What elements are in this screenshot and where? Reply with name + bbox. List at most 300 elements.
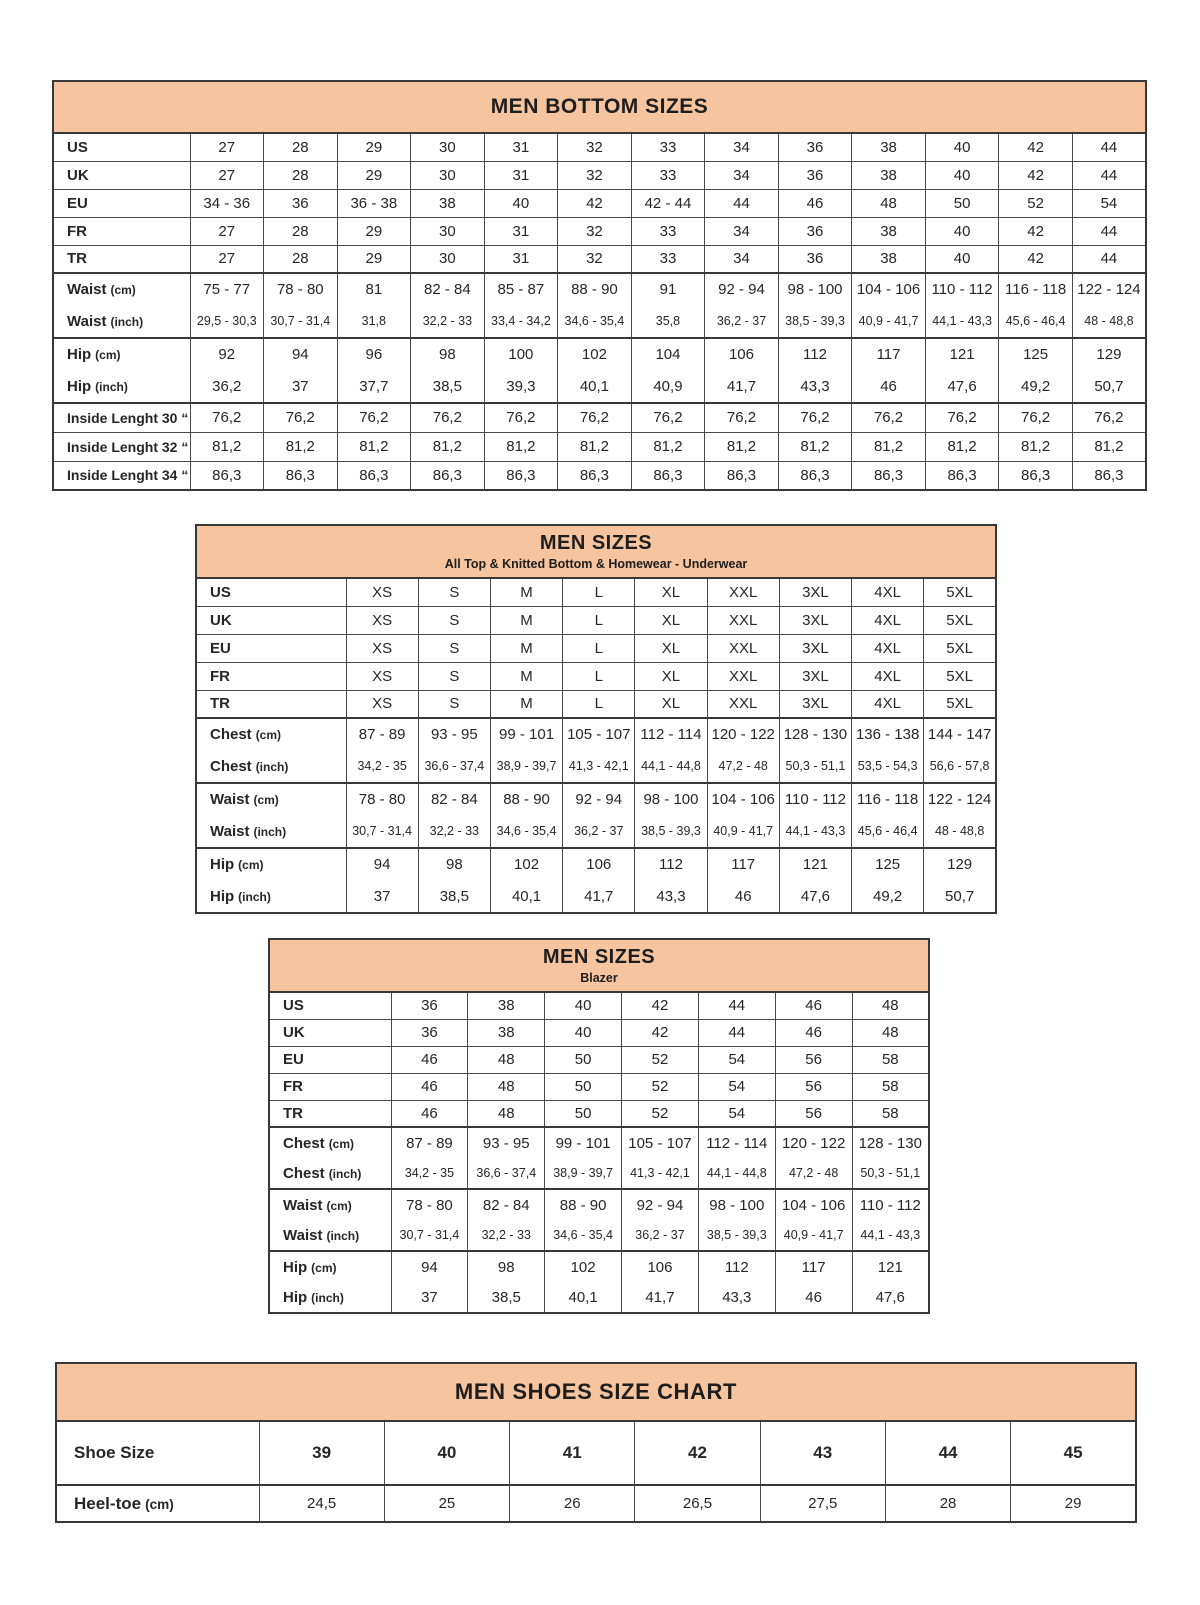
table-cell: 36: [391, 992, 468, 1019]
row-label: [269, 1046, 391, 1073]
row-label: [196, 783, 346, 815]
table-cell: 45,6 - 46,4: [852, 815, 924, 848]
table-row-eu: [269, 1046, 929, 1073]
row-label: [53, 370, 190, 403]
table-cell: 40: [925, 217, 999, 245]
row-label-text: EU: [67, 194, 88, 212]
table-cell: 98 - 100: [698, 1189, 775, 1220]
table-cell: 128 - 130: [852, 1127, 929, 1158]
row-label-text: UK: [67, 166, 89, 184]
table-cell: 41: [510, 1421, 635, 1485]
table-row-us: [196, 578, 996, 606]
row-label-text: Hip: [283, 1288, 308, 1306]
row-label-unit: (cm): [110, 283, 136, 297]
table-cell: 43,3: [635, 880, 707, 913]
table-cell: 38: [852, 133, 926, 161]
table-cell: 34: [705, 133, 779, 161]
table-cell: L: [563, 634, 635, 662]
men-shoes-size-chart-table: [55, 1362, 1137, 1523]
table-cell: 5XL: [924, 690, 996, 718]
table-cell: 86,3: [558, 461, 632, 490]
table-cell: S: [418, 606, 490, 634]
table-title: MEN SHOES SIZE CHART: [454, 1379, 738, 1405]
table-cell: 116 - 118: [852, 783, 924, 815]
row-label: [196, 718, 346, 750]
table-row-waist-cm: [196, 783, 996, 815]
table-cell: 81,2: [337, 432, 411, 461]
table-row-fr: [53, 217, 1146, 245]
table-cell: XS: [346, 634, 418, 662]
table-cell: 42: [999, 161, 1073, 189]
row-label: [196, 880, 346, 913]
table-cell: 81,2: [411, 432, 485, 461]
table-cell: M: [490, 690, 562, 718]
table-cell: 76,2: [264, 403, 338, 432]
table-cell: 99 - 101: [490, 718, 562, 750]
table-cell: 81: [337, 273, 411, 305]
row-label-text: Waist: [283, 1226, 323, 1244]
row-label-text: Chest: [210, 726, 252, 743]
table-cell: 104: [631, 338, 705, 370]
table-cell: 47,2 - 48: [775, 1158, 852, 1189]
table-cell: 46: [391, 1100, 468, 1127]
table-cell: 121: [852, 1251, 929, 1282]
table-cell: 38,9 - 39,7: [545, 1158, 622, 1189]
table-cell: 28: [264, 217, 338, 245]
table-row-chest-inch: [269, 1158, 929, 1189]
table-cell: 42: [558, 189, 632, 217]
table-cell: XXL: [707, 578, 779, 606]
table-cell: 44,1 - 43,3: [779, 815, 851, 848]
table-cell: 40: [925, 161, 999, 189]
table-cell: 78 - 80: [346, 783, 418, 815]
table-cell: 28: [264, 161, 338, 189]
men-shoes-size-chart-section: [55, 1362, 1137, 1523]
row-label: [53, 403, 190, 432]
row-label: [53, 338, 190, 370]
row-label-text: US: [283, 997, 304, 1015]
table-cell: 50,3 - 51,1: [852, 1158, 929, 1189]
table-cell: 3XL: [779, 606, 851, 634]
table-cell: 86,3: [411, 461, 485, 490]
row-label: [269, 1282, 391, 1313]
table-cell: 48: [852, 189, 926, 217]
row-label: [53, 161, 190, 189]
table-cell: 4XL: [852, 690, 924, 718]
table-cell: 56: [775, 1073, 852, 1100]
table-cell: 40,9: [631, 370, 705, 403]
table-cell: 102: [558, 338, 632, 370]
row-label: [196, 815, 346, 848]
table-cell: 98 - 100: [778, 273, 852, 305]
table-cell: 3XL: [779, 578, 851, 606]
table-row-heel-toe-cm: [56, 1485, 1136, 1522]
table-row-us: [269, 992, 929, 1019]
table-cell: 27: [190, 217, 264, 245]
table-cell: 86,3: [264, 461, 338, 490]
table-cell: M: [490, 634, 562, 662]
table-cell: 120 - 122: [707, 718, 779, 750]
table-row-waist-inch: [196, 815, 996, 848]
table-cell: 117: [707, 848, 779, 880]
table-cell: 86,3: [705, 461, 779, 490]
table-cell: 81,2: [264, 432, 338, 461]
table-row-inside-lenght-30: [53, 403, 1146, 432]
table-cell: 29,5 - 30,3: [190, 305, 264, 338]
row-label-unit: (cm): [145, 1496, 174, 1512]
table-cell: 82 - 84: [411, 273, 485, 305]
table-cell: 33: [631, 217, 705, 245]
table-cell: XXL: [707, 634, 779, 662]
table-row-tr: [53, 245, 1146, 273]
table-cell: 40: [545, 992, 622, 1019]
table-cell: L: [563, 690, 635, 718]
table-cell: 49,2: [852, 880, 924, 913]
men-sizes-tops-table: [195, 524, 997, 914]
table-cell: 42: [635, 1421, 760, 1485]
table-row-hip-cm: [269, 1251, 929, 1282]
row-label-text: EU: [283, 1051, 304, 1068]
row-label-text: FR: [67, 222, 87, 240]
table-cell: 4XL: [852, 578, 924, 606]
row-label-text: US: [210, 583, 231, 601]
table-cell: 24,5: [259, 1485, 384, 1522]
table-cell: 28: [264, 133, 338, 161]
table-cell: 78 - 80: [264, 273, 338, 305]
table-cell: 41,7: [622, 1282, 699, 1313]
table-cell: 36,2: [190, 370, 264, 403]
table-cell: 37: [264, 370, 338, 403]
table-cell: 38: [411, 189, 485, 217]
table-cell: 76,2: [190, 403, 264, 432]
table-cell: 58: [852, 1046, 929, 1073]
table-cell: 86,3: [778, 461, 852, 490]
table-cell: 34: [705, 245, 779, 273]
row-label-text: Heel-toe: [74, 1493, 142, 1513]
table-cell: 112: [778, 338, 852, 370]
table-cell: 36: [264, 189, 338, 217]
table-cell: 40: [925, 245, 999, 273]
table-cell: 129: [924, 848, 996, 880]
table-cell: 58: [852, 1100, 929, 1127]
table-cell: 76,2: [999, 403, 1073, 432]
table-cell: M: [490, 662, 562, 690]
table-cell: 40,9 - 41,7: [707, 815, 779, 848]
table-cell: 50,3 - 51,1: [779, 750, 851, 783]
table-row-tr: [269, 1100, 929, 1127]
table-cell: 56: [775, 1046, 852, 1073]
table-cell: 50: [545, 1046, 622, 1073]
table-cell: 50: [545, 1073, 622, 1100]
table-cell: 76,2: [778, 403, 852, 432]
table-cell: 42: [622, 992, 699, 1019]
men-sizes-tops-section: [195, 524, 997, 914]
table-cell: 44: [698, 992, 775, 1019]
table-cell: 38,5: [411, 370, 485, 403]
table-cell: 45: [1011, 1421, 1136, 1485]
table-cell: 81,2: [190, 432, 264, 461]
table-cell: XS: [346, 690, 418, 718]
row-label-text: Hip: [67, 346, 92, 363]
row-label-text: EU: [210, 639, 231, 657]
table-cell: 26: [510, 1485, 635, 1522]
table-cell: XS: [346, 606, 418, 634]
table-cell: 32: [558, 217, 632, 245]
table-cell: 46: [775, 1282, 852, 1313]
table-cell: 86,3: [631, 461, 705, 490]
table-cell: 54: [698, 1046, 775, 1073]
table-cell: 106: [622, 1251, 699, 1282]
table-cell: 82 - 84: [468, 1189, 545, 1220]
table-cell: 76,2: [411, 403, 485, 432]
table-cell: 47,6: [852, 1282, 929, 1313]
table-row-waist-cm: [269, 1189, 929, 1220]
table-cell: 92 - 94: [563, 783, 635, 815]
table-row-fr: [196, 662, 996, 690]
table-cell: 38,9 - 39,7: [490, 750, 562, 783]
table-cell: 81,2: [778, 432, 852, 461]
table-cell: 86,3: [484, 461, 558, 490]
table-cell: 100: [484, 338, 558, 370]
table-row-eu: [196, 634, 996, 662]
table-cell: 56: [775, 1100, 852, 1127]
row-label: [53, 133, 190, 161]
table-cell: 27: [190, 133, 264, 161]
table-cell: M: [490, 578, 562, 606]
row-label-text: UK: [210, 611, 232, 629]
table-cell: 93 - 95: [418, 718, 490, 750]
table-cell: 32: [558, 161, 632, 189]
row-label: [269, 1189, 391, 1220]
table-cell: 44: [1072, 133, 1146, 161]
table-cell: XXL: [707, 606, 779, 634]
table-cell: 122 - 124: [1072, 273, 1146, 305]
table-cell: 33,4 - 34,2: [484, 305, 558, 338]
table-cell: 102: [545, 1251, 622, 1282]
table-cell: 44: [705, 189, 779, 217]
table-cell: 91: [631, 273, 705, 305]
table-cell: 44: [698, 1019, 775, 1046]
table-row-uk: [269, 1019, 929, 1046]
table-cell: 121: [779, 848, 851, 880]
table-cell: 45,6 - 46,4: [999, 305, 1073, 338]
table-cell: 86,3: [1072, 461, 1146, 490]
table-cell: 34 - 36: [190, 189, 264, 217]
table-cell: 40,1: [545, 1282, 622, 1313]
men-shoes-size-chart-header: [56, 1363, 1136, 1421]
table-cell: 33: [631, 245, 705, 273]
men-sizes-tops-header: [196, 525, 996, 578]
table-cell: 46: [775, 992, 852, 1019]
table-cell: 40,9 - 41,7: [775, 1220, 852, 1251]
table-cell: 43,3: [778, 370, 852, 403]
table-row-tr: [196, 690, 996, 718]
table-cell: S: [418, 662, 490, 690]
table-cell: M: [490, 606, 562, 634]
table-cell: 76,2: [631, 403, 705, 432]
row-label: [269, 1073, 391, 1100]
row-label: [53, 273, 190, 305]
table-cell: XL: [635, 690, 707, 718]
table-cell: 30: [411, 161, 485, 189]
row-label: [196, 634, 346, 662]
men-bottom-sizes-table: [52, 80, 1147, 491]
table-cell: 34,2 - 35: [346, 750, 418, 783]
row-label: [53, 245, 190, 273]
table-cell: 125: [999, 338, 1073, 370]
table-cell: 81,2: [631, 432, 705, 461]
table-row-uk: [196, 606, 996, 634]
table-cell: 30: [411, 133, 485, 161]
table-cell: 105 - 107: [563, 718, 635, 750]
table-cell: 112: [635, 848, 707, 880]
row-label-text: Hip: [210, 887, 235, 905]
table-cell: 76,2: [852, 403, 926, 432]
table-cell: 37: [346, 880, 418, 913]
table-cell: 40,1: [490, 880, 562, 913]
men-bottom-sizes-header: [53, 81, 1146, 133]
table-cell: 39,3: [484, 370, 558, 403]
table-cell: 34: [705, 217, 779, 245]
table-cell: 85 - 87: [484, 273, 558, 305]
table-row-chest-cm: [269, 1127, 929, 1158]
table-cell: 129: [1072, 338, 1146, 370]
table-cell: 25: [384, 1485, 509, 1522]
table-cell: XXL: [707, 690, 779, 718]
table-cell: 42: [999, 217, 1073, 245]
table-cell: 104 - 106: [707, 783, 779, 815]
table-cell: 81,2: [999, 432, 1073, 461]
table-cell: 50,7: [924, 880, 996, 913]
table-cell: 36,2 - 37: [563, 815, 635, 848]
table-cell: 75 - 77: [190, 273, 264, 305]
table-cell: 36: [391, 1019, 468, 1046]
table-cell: 117: [852, 338, 926, 370]
table-cell: L: [563, 662, 635, 690]
row-label-text: Shoe Size: [74, 1443, 155, 1462]
row-label-unit: (cm): [253, 793, 279, 807]
table-cell: 3XL: [779, 634, 851, 662]
table-cell: 34,6 - 35,4: [558, 305, 632, 338]
row-label-unit: (inch): [238, 889, 271, 904]
row-label: [196, 662, 346, 690]
table-cell: 44: [1072, 217, 1146, 245]
row-label-text: UK: [283, 1024, 305, 1041]
table-cell: 42: [999, 245, 1073, 273]
table-row-waist-cm: [53, 273, 1146, 305]
table-cell: 30,7 - 31,4: [391, 1220, 468, 1251]
table-cell: 27,5: [760, 1485, 885, 1522]
row-label-text: Inside Lenght 34 “: [67, 467, 189, 484]
table-cell: 5XL: [924, 634, 996, 662]
table-cell: 5XL: [924, 578, 996, 606]
table-cell: L: [563, 606, 635, 634]
table-cell: 94: [264, 338, 338, 370]
table-row-inside-lenght-32: [53, 432, 1146, 461]
table-cell: 86,3: [852, 461, 926, 490]
table-cell: 41,3 - 42,1: [622, 1158, 699, 1189]
table-cell: 86,3: [337, 461, 411, 490]
table-cell: 81,2: [1072, 432, 1146, 461]
table-cell: 76,2: [484, 403, 558, 432]
row-label: [269, 1100, 391, 1127]
table-cell: 43,3: [698, 1282, 775, 1313]
table-cell: 48: [852, 1019, 929, 1046]
table-cell: 52: [622, 1046, 699, 1073]
table-cell: 81,2: [484, 432, 558, 461]
row-label-text: Waist: [210, 791, 250, 808]
table-cell: XL: [635, 634, 707, 662]
table-cell: 31,8: [337, 305, 411, 338]
table-cell: 32,2 - 33: [411, 305, 485, 338]
table-cell: 3XL: [779, 690, 851, 718]
table-row-waist-inch: [269, 1220, 929, 1251]
row-label-text: Hip: [67, 377, 92, 395]
table-row-hip-inch: [53, 370, 1146, 403]
row-label: [53, 217, 190, 245]
table-cell: 41,7: [563, 880, 635, 913]
table-cell: 36: [778, 217, 852, 245]
table-cell: 76,2: [337, 403, 411, 432]
table-cell: 32: [558, 133, 632, 161]
table-cell: 76,2: [1072, 403, 1146, 432]
table-cell: 46: [707, 880, 779, 913]
table-cell: 78 - 80: [391, 1189, 468, 1220]
row-label: [196, 606, 346, 634]
men-sizes-blazer-table: [268, 938, 930, 1314]
table-cell: 36,6 - 37,4: [418, 750, 490, 783]
table-cell: S: [418, 578, 490, 606]
table-cell: 29: [1011, 1485, 1136, 1522]
table-cell: 48: [468, 1046, 545, 1073]
table-row-hip-inch: [196, 880, 996, 913]
table-cell: 40: [484, 189, 558, 217]
table-cell: 98: [468, 1251, 545, 1282]
table-cell: 40: [925, 133, 999, 161]
row-label-unit: (inch): [328, 1166, 362, 1181]
row-label-unit: (cm): [328, 1136, 355, 1151]
row-label: [269, 1251, 391, 1282]
table-cell: 88 - 90: [558, 273, 632, 305]
table-cell: 128 - 130: [779, 718, 851, 750]
row-label: [56, 1485, 259, 1522]
table-cell: 36: [778, 133, 852, 161]
table-cell: 38: [468, 1019, 545, 1046]
table-cell: 29: [337, 161, 411, 189]
table-cell: 38: [468, 992, 545, 1019]
row-label-unit: (cm): [238, 858, 264, 872]
row-label-text: Inside Lenght 30 “: [67, 409, 189, 426]
row-label-text: FR: [210, 667, 230, 685]
row-label-unit: (inch): [311, 1290, 344, 1305]
row-label: [196, 578, 346, 606]
table-cell: 32,2 - 33: [468, 1220, 545, 1251]
table-cell: 29: [337, 133, 411, 161]
table-cell: 27: [190, 245, 264, 273]
row-label-unit: (cm): [95, 348, 121, 362]
table-cell: 38,5: [418, 880, 490, 913]
table-cell: 40,1: [558, 370, 632, 403]
table-cell: 76,2: [925, 403, 999, 432]
table-cell: 102: [490, 848, 562, 880]
table-cell: 54: [698, 1073, 775, 1100]
table-cell: 31: [484, 245, 558, 273]
table-cell: 76,2: [705, 403, 779, 432]
table-cell: 136 - 138: [852, 718, 924, 750]
table-cell: 46: [775, 1019, 852, 1046]
table-row-us: [53, 133, 1146, 161]
table-cell: 104 - 106: [775, 1189, 852, 1220]
